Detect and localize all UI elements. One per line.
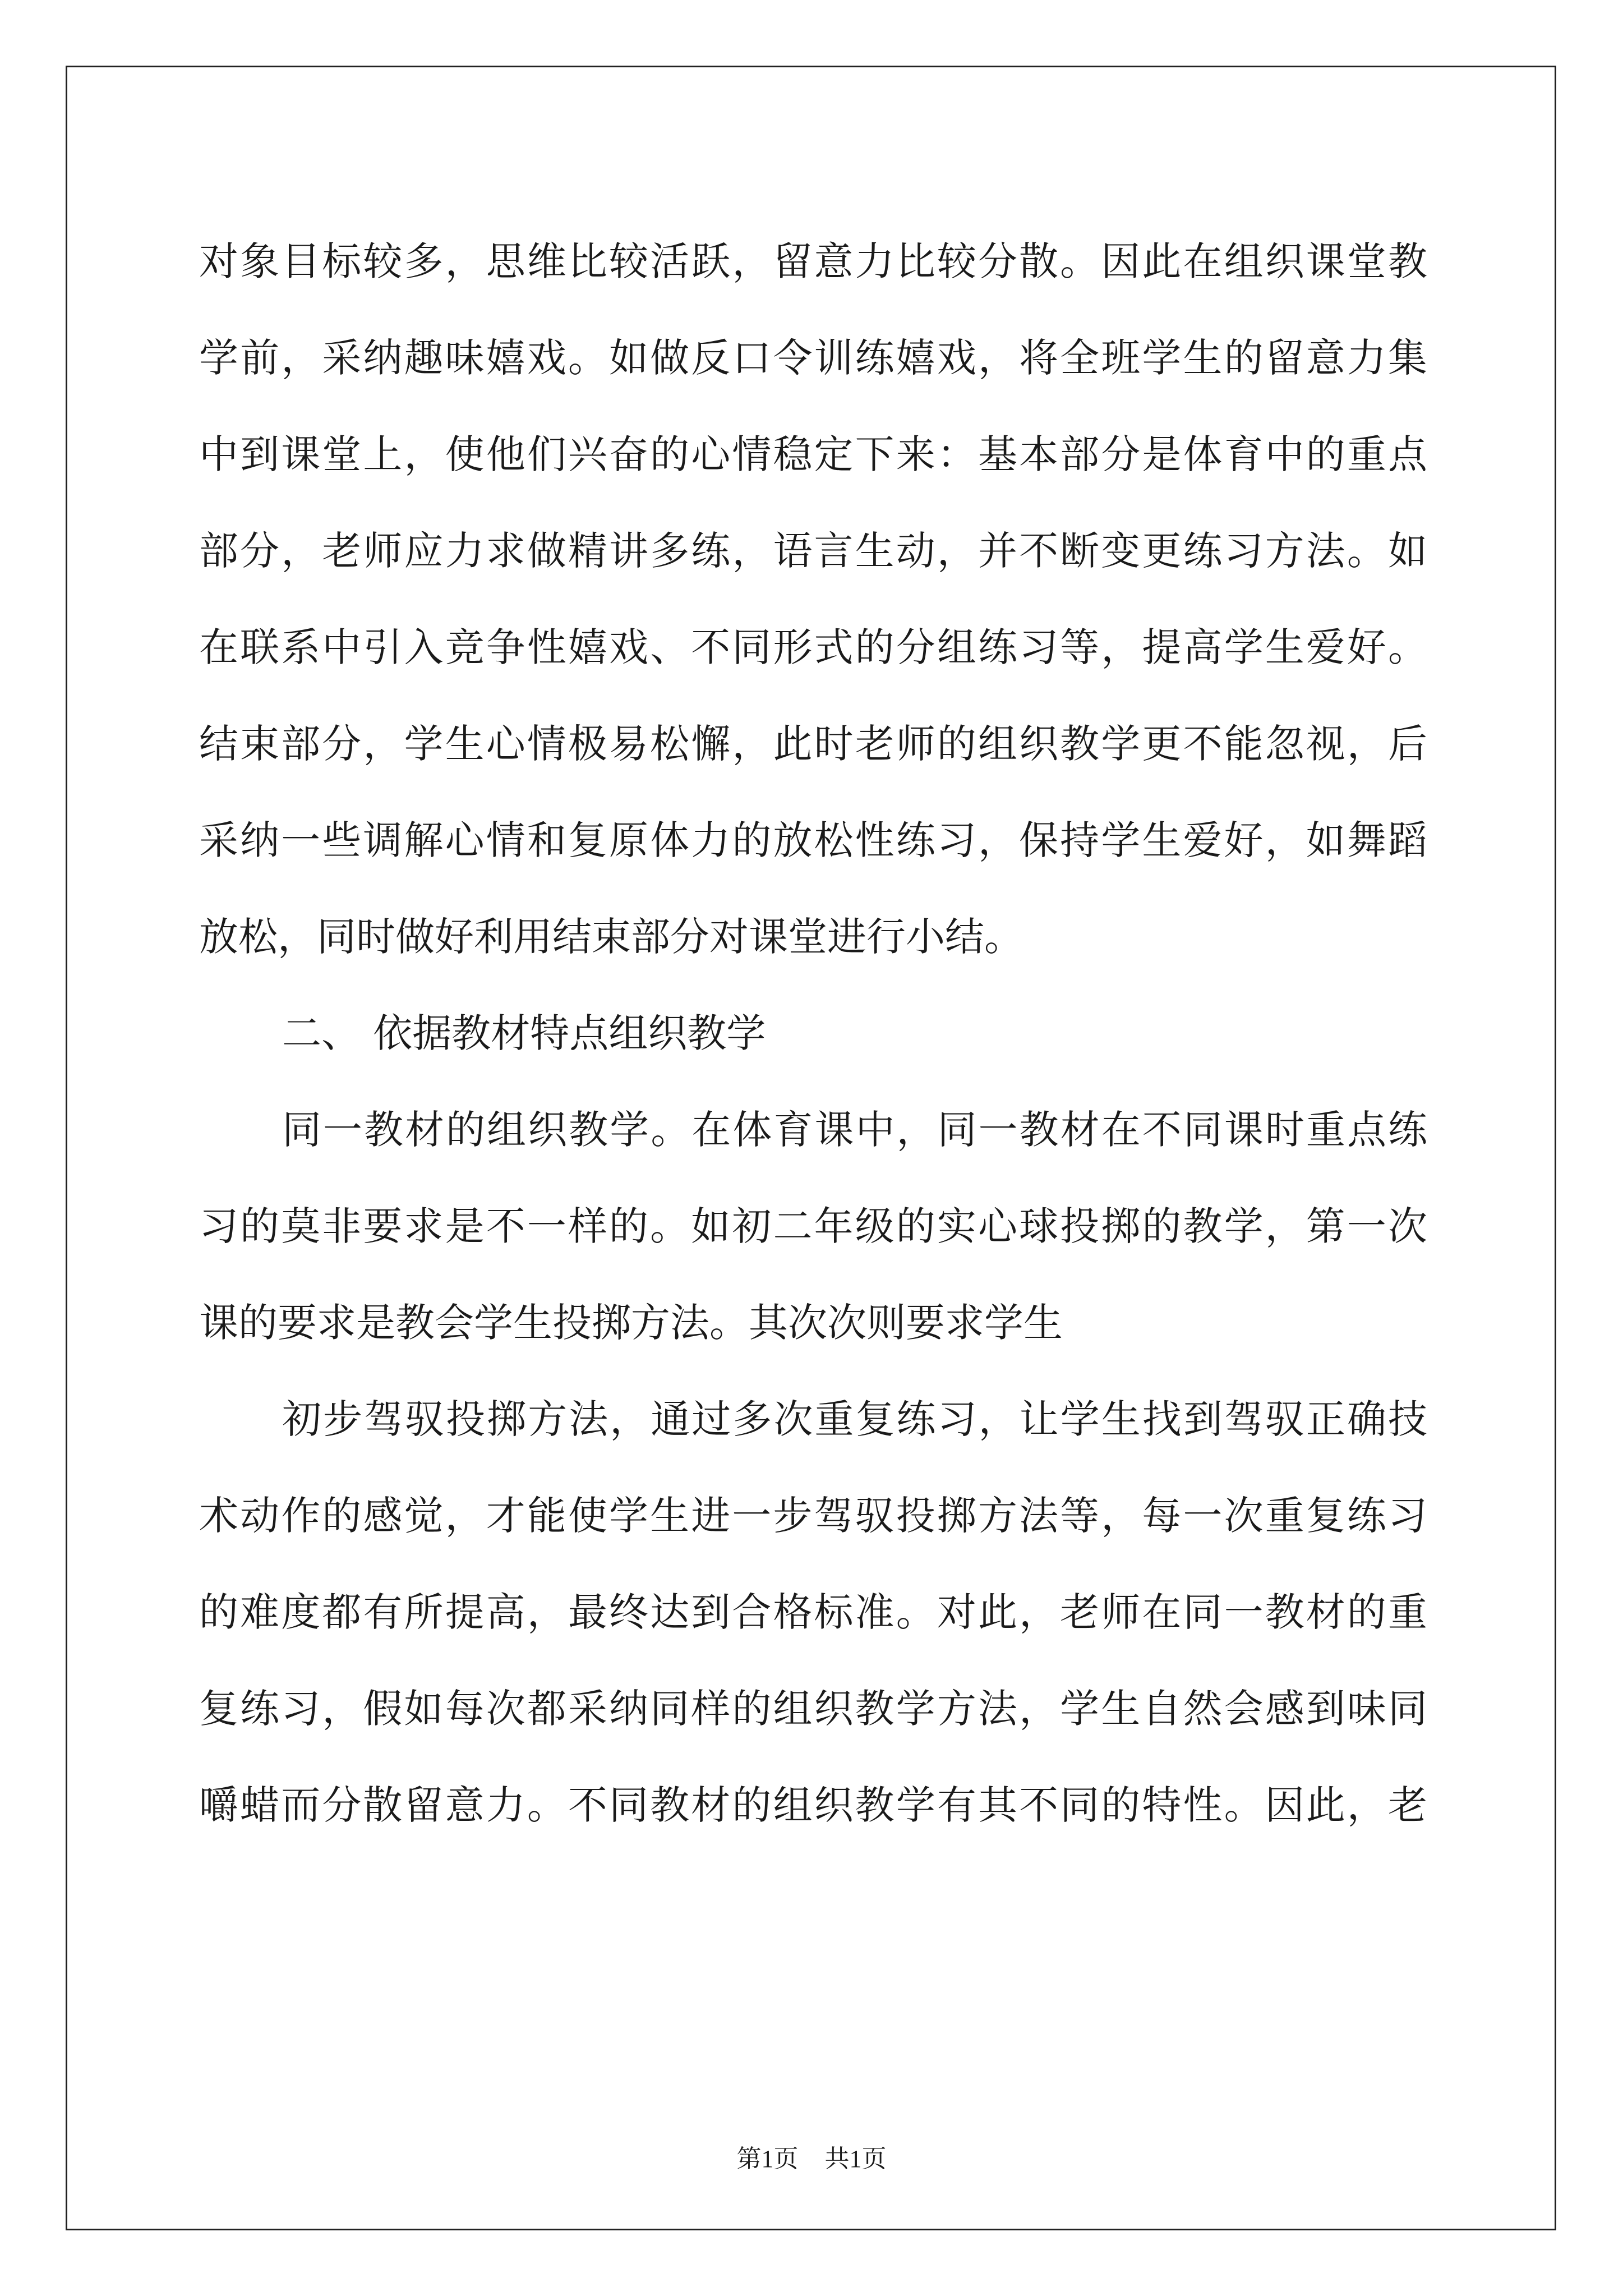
page-number: 第1页 bbox=[736, 2145, 799, 2173]
text-line: 的难度都有所提高，最终达到合格标准。对此，老师在同一教材的重 bbox=[199, 1589, 1427, 1635]
text-line: 课的要求是教会学生投掷方法。其次次则要求学生 bbox=[199, 1300, 1063, 1346]
text-line: 放松，同时做好利用结束部分对课堂进行小结。 bbox=[199, 914, 1023, 960]
text-line: 中到课堂上，使他们兴奋的心情稳定下来：基本部分是体育中的重点 bbox=[199, 431, 1427, 477]
text-line: 复练习，假如每次都采纳同样的组织教学方法，学生自然会感到味同 bbox=[199, 1686, 1427, 1732]
page-total: 共1页 bbox=[824, 2145, 887, 2173]
section-heading: 二、 依据教材特点组织教学 bbox=[282, 1010, 766, 1056]
text-line: 习的莫非要求是不一样的。如初二年级的实心球投掷的教学，第一次 bbox=[199, 1203, 1427, 1249]
text-line: 采纳一些调解心情和复原体力的放松性练习，保持学生爱好，如舞蹈 bbox=[199, 817, 1427, 863]
document-body bbox=[199, 213, 1427, 1853]
page-footer bbox=[0, 2138, 1623, 2174]
text-line: 在联系中引入竞争性嬉戏、不同形式的分组练习等，提高学生爱好。 bbox=[199, 624, 1427, 670]
text-line: 对象目标较多，思维比较活跃，留意力比较分散。因此在组织课堂教 bbox=[199, 238, 1427, 284]
text-line: 学前，采纳趣味嬉戏。如做反口令训练嬉戏，将全班学生的留意力集 bbox=[199, 335, 1427, 381]
text-line: 嚼蜡而分散留意力。不同教材的组织教学有其不同的特性。因此，老 bbox=[199, 1782, 1427, 1828]
text-line: 部分，老师应力求做精讲多练，语言生动，并不断变更练习方法。如 bbox=[199, 528, 1427, 574]
text-line: 初步驾驭投掷方法，通过多次重复练习，让学生找到驾驭正确技 bbox=[282, 1396, 1427, 1442]
text-line: 结束部分，学生心情极易松懈，此时老师的组织教学更不能忽视，后 bbox=[199, 721, 1427, 767]
text-line: 同一教材的组织教学。在体育课中，同一教材在不同课时重点练 bbox=[282, 1107, 1427, 1153]
text-line: 术动作的感觉，才能使学生进一步驾驭投掷方法等，每一次重复练习 bbox=[199, 1493, 1427, 1539]
